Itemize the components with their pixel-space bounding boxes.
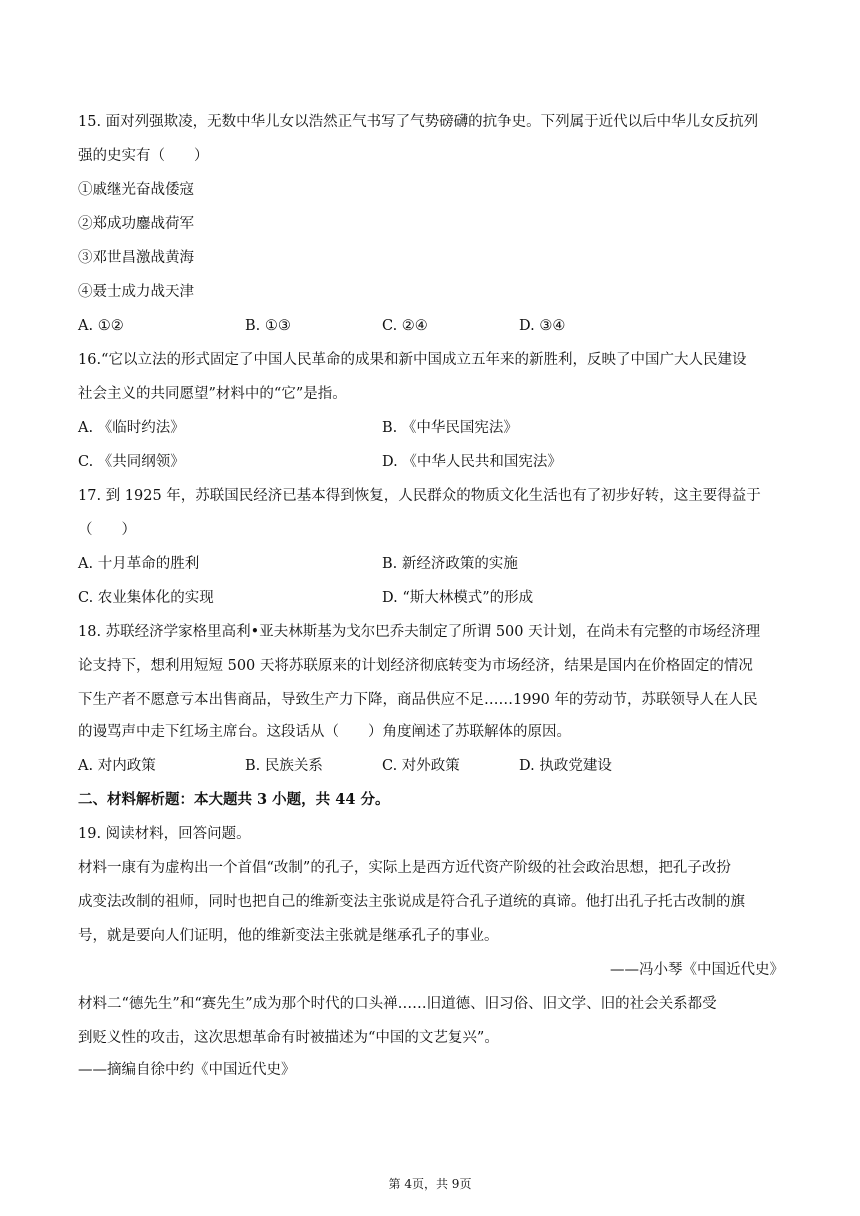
q18-option-d[interactable]: D. 执政党建设 bbox=[519, 758, 612, 774]
q15-item-3: ③邓世昌激战黄海 bbox=[78, 250, 194, 266]
q15-item-1: ①戚继光奋战倭寇 bbox=[78, 182, 194, 198]
q15-stem-line1: 15. 面对列强欺凌，无数中华儿女以浩然正气书写了气势磅礴的抗争史。下列属于近代以后中华儿女反抗列 bbox=[78, 114, 759, 130]
section-heading: 二、材料解析题：本大题共 3 小题，共 44 分。 bbox=[78, 791, 390, 808]
q19-intro: 19. 阅读材料，回答问题。 bbox=[78, 826, 251, 842]
q15-option-c[interactable]: C. ②④ bbox=[382, 318, 428, 334]
q16-option-a[interactable]: A. 《临时约法》 bbox=[78, 420, 185, 436]
q15-option-b[interactable]: B. ①③ bbox=[245, 318, 291, 334]
q17-option-c[interactable]: C. 农业集体化的实现 bbox=[78, 590, 214, 606]
q19-material1-line1: 材料一康有为虚构出一个首倡“改制”的孔子，实际上是西方近代资产阶级的社会政治思想，把孔子改扮 bbox=[78, 860, 731, 876]
q16-stem-line2: 社会主义的共同愿望”材料中的“它”是指。 bbox=[78, 386, 347, 402]
q15-item-4: ④聂士成力战天津 bbox=[78, 284, 194, 300]
q16-stem-line1: 16.“它以立法的形式固定了中国人民革命的成果和新中国成立五年来的新胜利，反映了中国广大人民建设 bbox=[78, 352, 747, 368]
q17-stem-line2: （ ） bbox=[78, 522, 136, 538]
q18-stem-line4: 的谩骂声中走下红场主席台。这段话从（ ）角度阐述了苏联解体的原因。 bbox=[78, 724, 571, 740]
q18-option-a[interactable]: A. 对内政策 bbox=[78, 758, 156, 774]
q18-stem-line2: 论支持下，想利用短短 500 天将苏联原来的计划经济彻底转变为市场经济，结果是国内在价格固定的情况 bbox=[78, 658, 753, 674]
q16-option-b[interactable]: B. 《中华民国宪法》 bbox=[382, 420, 518, 436]
q17-stem-line1: 17. 到 1925 年，苏联国民经济已基本得到恢复，人民群众的物质文化生活也有了初步好转，这主要得益于 bbox=[78, 488, 761, 504]
q18-stem-line3: 下生产者不愿意亏本出售商品，导致生产力下降，商品供应不足……1990 年的劳动节，苏联领导人在人民 bbox=[78, 692, 758, 708]
q18-option-c[interactable]: C. 对外政策 bbox=[382, 758, 460, 774]
q17-option-d[interactable]: D. “斯大林模式”的形成 bbox=[382, 590, 534, 606]
q16-option-d[interactable]: D. 《中华人民共和国宪法》 bbox=[382, 454, 562, 470]
q18-stem-line1: 18. 苏联经济学家格里高利•亚夫林斯基为戈尔巴乔夫制定了所谓 500 天计划，在尚未有完整的市场经济理 bbox=[78, 624, 761, 640]
q15-item-2: ②郑成功鏖战荷军 bbox=[78, 216, 194, 232]
q16-option-c[interactable]: C. 《共同纲领》 bbox=[78, 454, 185, 470]
q19-material2-line1: 材料二“德先生”和“赛先生”成为那个时代的口头禅……旧道德、旧习俗、旧文学、旧的社会关系都受 bbox=[78, 996, 717, 1012]
q19-material1-line2: 成变法改制的祖师，同时也把自己的维新变法主张说成是符合孔子道统的真谛。他打出孔子托古改制的旗 bbox=[78, 894, 745, 910]
page-number: 第 4页，共 9页 bbox=[388, 1177, 472, 1191]
q19-material2-line2: 到贬义性的攻击，这次思想革命有时被描述为“中国的文艺复兴”。 bbox=[78, 1030, 499, 1046]
q15-option-d[interactable]: D. ③④ bbox=[519, 318, 566, 334]
q19-source2: ——摘编自徐中约《中国近代史》 bbox=[78, 1062, 296, 1078]
q15-stem-line2: 强的史实有（ ） bbox=[78, 148, 209, 164]
q18-option-b[interactable]: B. 民族关系 bbox=[245, 758, 323, 774]
q17-option-a[interactable]: A. 十月革命的胜利 bbox=[78, 556, 200, 572]
q15-option-a[interactable]: A. ①② bbox=[78, 318, 124, 334]
q19-material1-line3: 号，就是要向人们证明，他的维新变法主张就是继承孔子的事业。 bbox=[78, 928, 499, 944]
q19-source1: ——冯小琴《中国近代史》 bbox=[610, 962, 784, 978]
q17-option-b[interactable]: B. 新经济政策的实施 bbox=[382, 556, 518, 572]
